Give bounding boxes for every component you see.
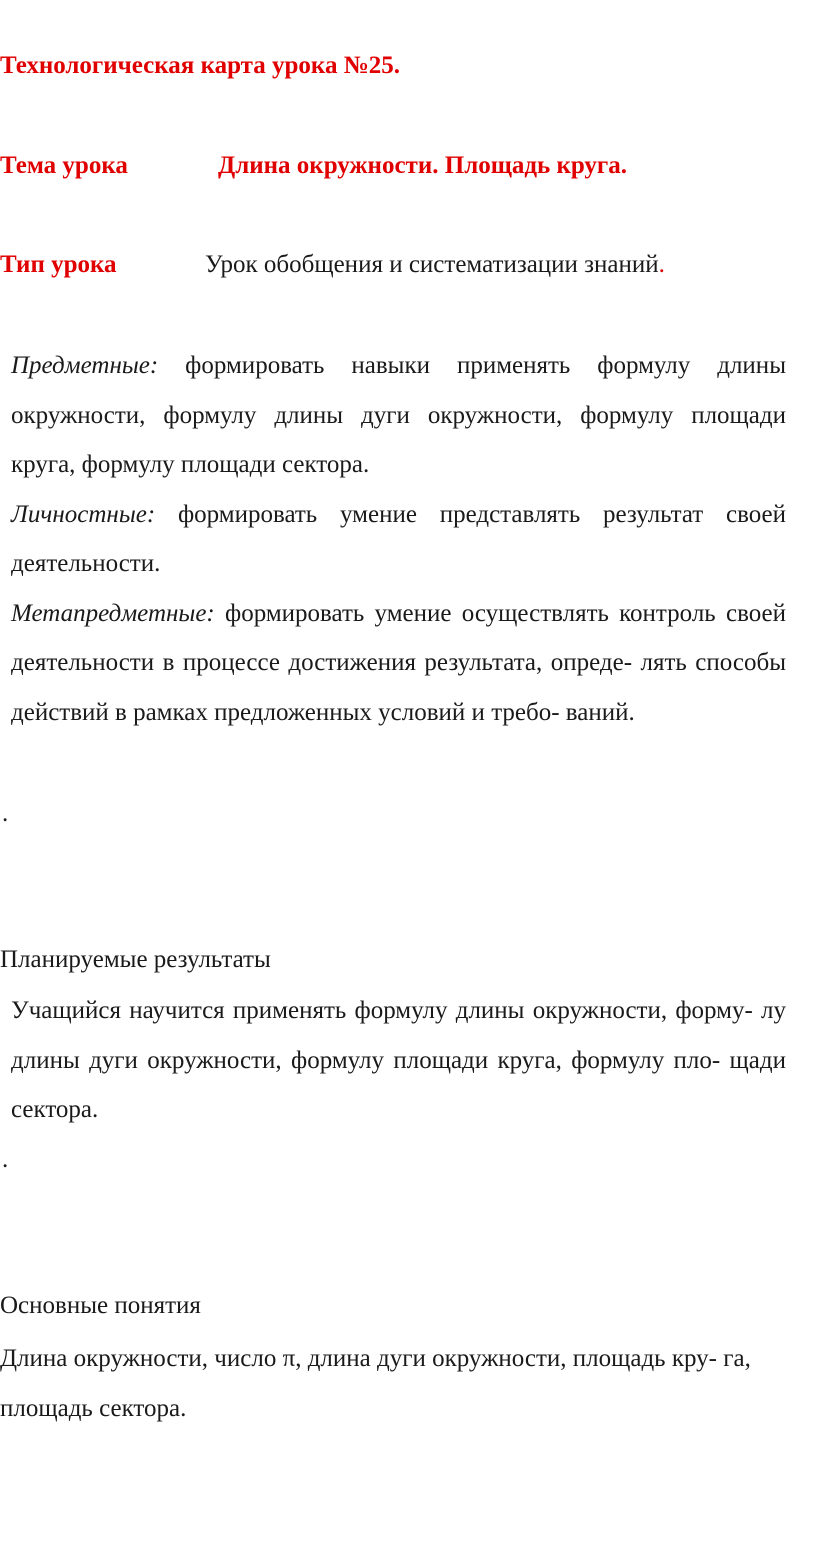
topic-value: Длина окружности. Площадь круга. xyxy=(218,152,628,179)
goal-personal xyxy=(11,490,786,589)
goal-subject-label: Предметные: xyxy=(11,352,159,379)
type-label: Тип урока xyxy=(0,251,117,278)
type-value-period: . xyxy=(658,251,665,278)
type-value-text: Урок обобщения и систематизации знаний xyxy=(205,251,659,278)
goal-meta-text: формировать умение осуществлять контроль своей деятельности в процессе достижения результата, опреде- лять способы действий в рамках предложенных условий и требо- ваний. xyxy=(11,599,786,726)
lesson-title: Технологическая карта урока №25. xyxy=(0,52,401,79)
results-dot: . xyxy=(2,1146,9,1173)
goal-meta-label: Метапредметные: xyxy=(11,599,215,627)
concepts-text: Длина окружности, число π, длина дуги окружности, площадь кру- га, площадь сектора. xyxy=(0,1345,751,1422)
goal-personal-label: Личностные: xyxy=(11,500,156,528)
results-heading: Планируемые результаты xyxy=(0,946,271,973)
type-value xyxy=(205,251,665,279)
goals-dot: . xyxy=(2,800,9,827)
concepts-heading: Основные понятия xyxy=(0,1292,201,1319)
goal-subject-text: формировать навыки применять формулу длины окружности, формулу длины дуги окружности, формулу площади круга, формулу площади сектора. xyxy=(11,352,786,478)
goal-personal-text: формировать умение представлять результат своей деятельности. xyxy=(11,500,786,577)
goal-subject xyxy=(11,341,786,490)
results-text: Учащийся научится применять формулу длины окружности, форму- лу длины дуги окружности, формулу площади круга, формулу пло- щади сектора. xyxy=(11,997,786,1123)
goal-meta xyxy=(11,589,786,738)
goals-block xyxy=(11,341,786,737)
topic-label: Тема урока xyxy=(0,152,128,179)
